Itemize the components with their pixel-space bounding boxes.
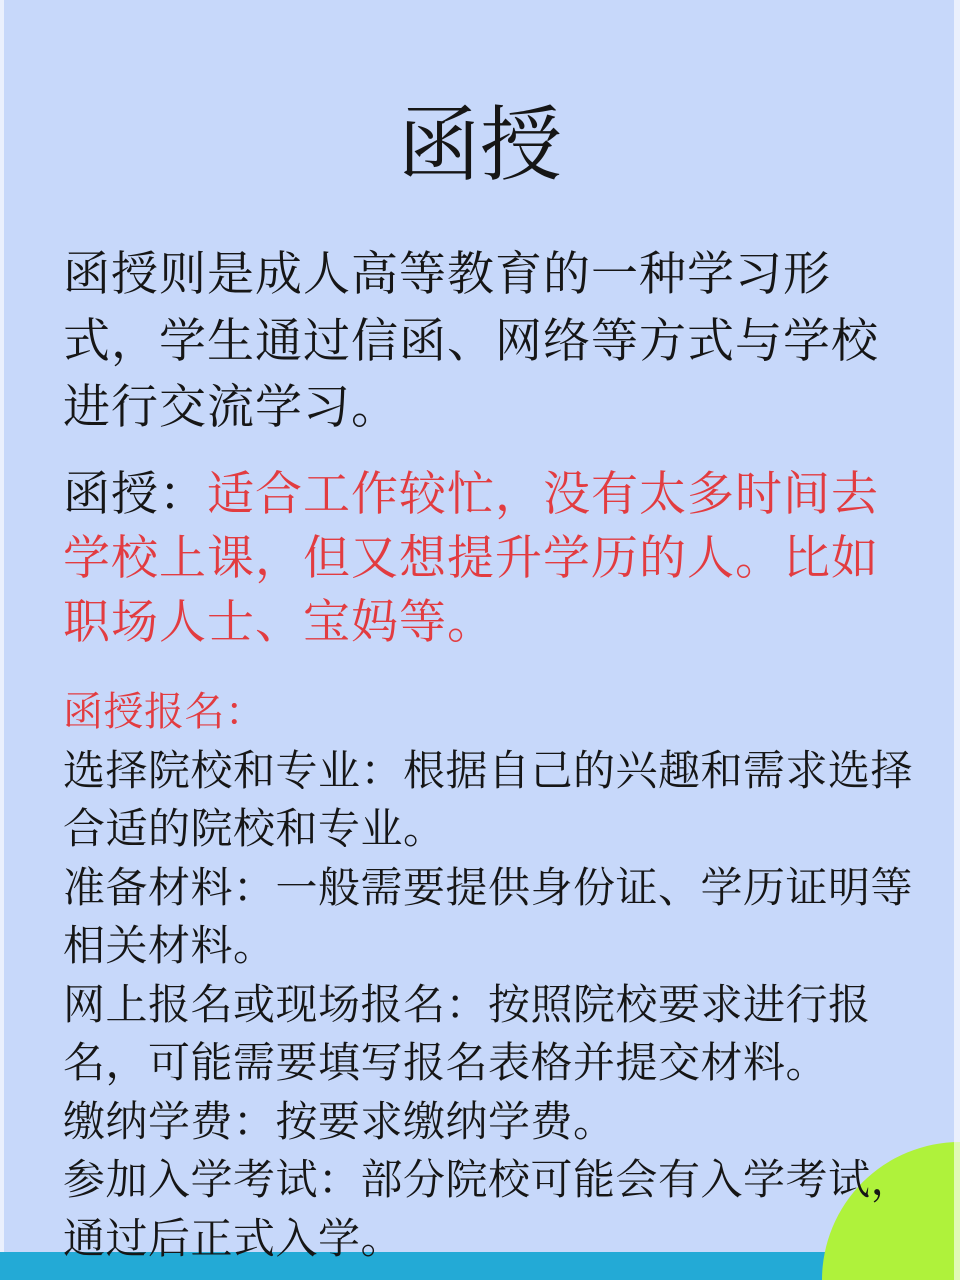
page-title: 函授 [397,100,562,191]
intro-line: 式，学生通过信函、网络等方式与学校 [63,313,879,367]
suitability-highlight: 适合工作较忙，没有太多时间去 [207,467,879,520]
registration-heading: 函授报名： [63,690,266,734]
intro-line: 进行交流学习。 [63,380,399,433]
right-edge-strip [954,0,960,1280]
registration-line: 通过后正式入学。 [63,1214,404,1262]
suitability-paragraph [63,462,933,654]
registration-section [63,683,933,1268]
suitability-label: 函授： [63,467,207,520]
registration-line: 相关材料。 [63,922,276,969]
registration-line: 准备材料：一般需要提供身份证、学历证明等 [63,863,914,911]
registration-line: 参加入学考试：部分院校可能会有入学考试， [63,1156,914,1203]
suitability-line [63,462,933,526]
suitability-line: 学校上课，但又想提升学历的人。比如 [63,531,879,584]
registration-line: 选择院校和专业：根据自己的兴趣和需求选择 [63,746,914,794]
registration-line: 名，可能需要填写报名表格并提交材料。 [63,1039,829,1086]
registration-line: 合适的院校和专业。 [63,805,446,852]
suitability-line: 职场人士、宝妈等。 [63,595,495,648]
registration-line: 网上报名或现场报名：按照院校要求进行报 [63,980,871,1028]
intro-line: 函授则是成人高等教育的一种学习形 [63,247,831,300]
registration-line: 缴纳学费：按要求缴纳学费。 [63,1097,616,1145]
intro-paragraph [63,241,933,441]
